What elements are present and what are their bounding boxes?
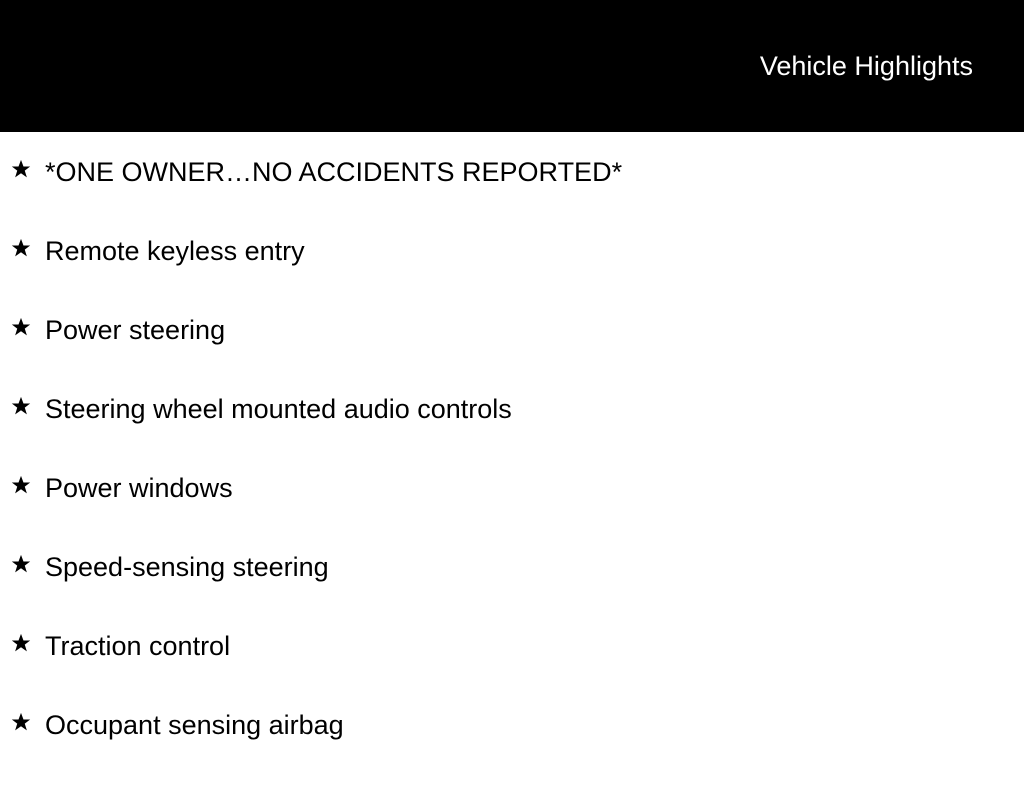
list-item — [0, 312, 1024, 391]
list-item — [0, 628, 1024, 707]
star-icon — [10, 237, 32, 259]
header-bar — [0, 0, 1024, 132]
highlight-label: Steering wheel mounted audio controls — [45, 394, 512, 424]
star-icon — [10, 474, 32, 496]
highlight-label: Power steering — [45, 315, 226, 345]
highlight-label: Traction control — [45, 631, 231, 661]
star-icon — [10, 553, 32, 575]
list-item — [0, 707, 1024, 786]
star-icon — [10, 632, 32, 654]
star-icon — [10, 158, 32, 180]
star-icon — [10, 711, 32, 733]
highlight-label: Remote keyless entry — [45, 236, 305, 266]
list-item — [0, 154, 1024, 233]
highlight-label: *ONE OWNER…NO ACCIDENTS REPORTED* — [45, 157, 623, 187]
star-icon — [10, 395, 32, 417]
highlight-label: Power windows — [45, 473, 233, 503]
list-item — [0, 470, 1024, 549]
page-title: Vehicle Highlights — [759, 51, 973, 81]
list-item — [0, 233, 1024, 312]
star-icon — [10, 316, 32, 338]
highlight-label: Speed-sensing steering — [45, 552, 329, 582]
highlight-label: Occupant sensing airbag — [45, 710, 344, 740]
highlights-list — [0, 154, 1024, 786]
list-item — [0, 549, 1024, 628]
list-item — [0, 391, 1024, 470]
